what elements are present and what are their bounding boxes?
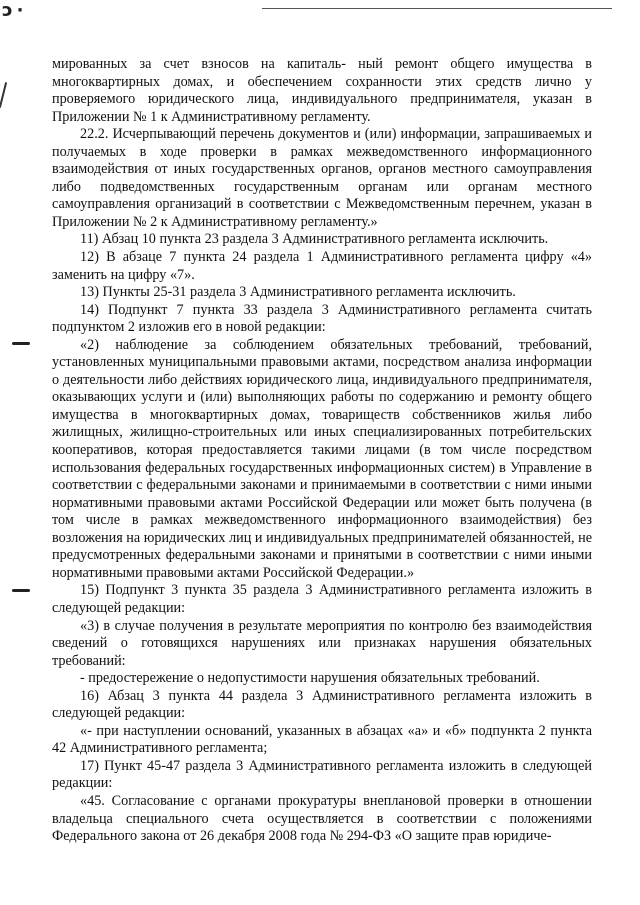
paragraph: 13) Пункты 25-31 раздела 3 Административного регламента исключить. bbox=[80, 284, 516, 301]
paragraph: 16) Абзац 3 пункта 44 раздела 3 Административного регламента изложить в следующей редакции: bbox=[52, 687, 592, 722]
scan-edge-line bbox=[262, 8, 612, 9]
paragraph: 15) Подпункт 3 пункта 35 раздела 3 Административного регламента изложить в следующей редакции: bbox=[52, 582, 592, 616]
paragraph: - предостережение о недопустимости нарушения обязательных требований. bbox=[80, 670, 540, 687]
margin-dash-mark bbox=[12, 342, 30, 345]
paragraph: мированных за счет взносов на капиталь- ный ремонт общего имущества в многоквартирных домах, и обеспечением сохранности этих средств лично у проверяемого юридического лица, индивидуального предпринимателя, указан в Приложении № 1 к Административному регламенту. bbox=[52, 56, 592, 125]
page-corner-mark: ͻ· bbox=[2, 0, 28, 21]
paragraph: «2) наблюдение за соблюдением обязательных требований, требований, установленных муниципальными правовыми актами, посредством анализа информации о деятельности либо действиях юридического лица, индивидуального предпринимателя, оказывающих услуги и (или) выполняющих работы по содержанию и ремонту общего имущества в многоквартирных домах, товариществ собственников жилья либо жилищных, жилищно-строительных или иных специализированных потребительских кооперативов, которая предоставляется такими лицами (в том числе посредством использования федеральных государственных информационных систем) в Управление в соответствии с федеральными законами и принимаемыми в соответствии с ними иными нормативными правовыми актами Российской Федерации или может быть получена (в том числе в рамках межведомственного информационного взаимодействия) без возложения на юридических лиц и индивидуальных предпринимателей обязанностей, не предусмотренных федеральными законами и принятыми в соответствии с ними иными нормативными правовыми актами Российской Федерации.» bbox=[52, 336, 592, 581]
document-body bbox=[52, 56, 592, 846]
paragraph: «3) в случае получения в результате мероприятия по контролю без взаимодействия сведений о готовящихся нарушениях или признаках нарушения обязательных требований: bbox=[52, 617, 592, 669]
paragraph: 11) Абзац 10 пункта 23 раздела 3 Административного регламента исключить. bbox=[80, 231, 549, 248]
paragraph: «- при наступлении оснований, указанных в абзацах «а» и «б» подпункта 2 пункта 42 Административного регламента; bbox=[52, 722, 592, 757]
margin-dash-mark bbox=[12, 589, 30, 592]
paragraph: 22.2. Исчерпывающий перечень документов и (или) информации, запрашиваемых и получаемых в ходе проверки в рамках межведомственного информационного взаимодействия от иных государственных органов, органов местного самоуправления либо подведомственных государственным органам или органам местного самоуправления организаций в соответствии с Межведомственным перечнем, указан в Приложении № 2 к Административному регламенту.» bbox=[52, 126, 592, 230]
paragraph: 14) Подпункт 7 пункта 33 раздела 3 Административного регламента считать подпунктом 2 изложив его в новой редакции: bbox=[52, 301, 592, 336]
paragraph: «45. Согласование с органами прокуратуры внеплановой проверки в отношении владельца специального счета осуществляется в соответствии с положениями Федерального закона от 26 декабря 2008 года № 294-ФЗ «О защите прав юридиче- bbox=[52, 792, 592, 845]
paragraph: 17) Пункт 45-47 раздела 3 Административного регламента изложить в следующей редакции: bbox=[52, 757, 592, 792]
paragraph: 12) В абзаце 7 пункта 24 раздела 1 Административного регламента цифру «4» заменить на цифру «7». bbox=[52, 249, 592, 283]
margin-pen-mark bbox=[0, 82, 7, 108]
